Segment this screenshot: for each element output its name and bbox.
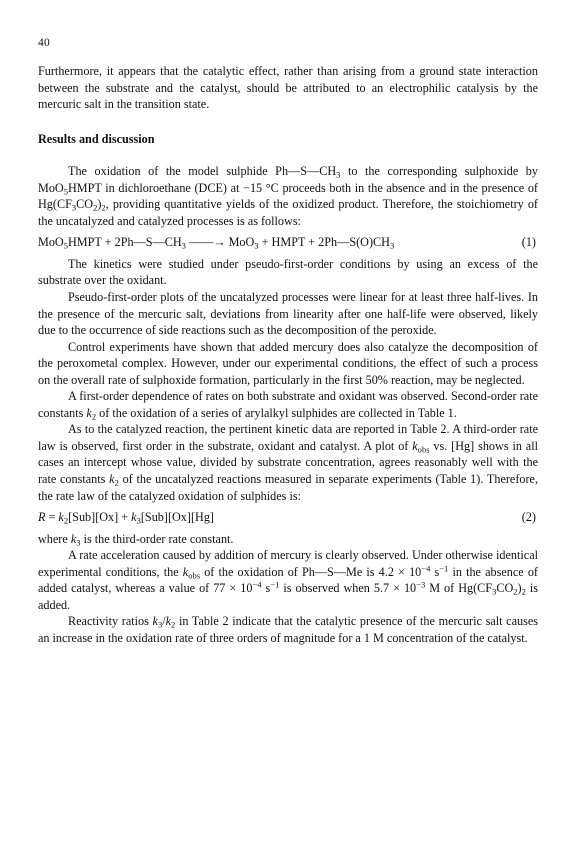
paragraph-rate-acceleration: A rate acceleration caused by addition of mercury is clearly observed. Under otherwise identical experimental conditions, the $k_{obs}$ of the oxidation of Ph—S—Me is $4.2 \times 10^{-4}$ $s^{-1}$ in the absence of added catalyst, whereas a value of $77 \times 10^{-4}$ $s^{-1}$ is observed when $5.7 \times 10^{-3}$ M of $Hg(CF_3CO_2)_2$ is added.	[38, 548, 538, 612]
page-number: 40	[38, 37, 50, 49]
paragraph-kinetics: The kinetics were studied under pseudo-first-order conditions by using an excess of the substrate over the oxidant.	[38, 256, 538, 288]
equation-1-number: (1)	[521, 235, 536, 250]
paragraph-pseudo-first-order: Pseudo-first-order plots of the uncatalyzed processes were linear for at least three half-lives. In the presence of the mercuric salt, deviations from linearity after one half-life were observed, likely due to the occurrence of side reactions such as the decomposition of the peroxide.	[38, 290, 538, 338]
equation-1-body: MoO$_5$HMPT + $2Ph—S—CH_3$ ——→ MoO$_3$ + HMPT + $2Ph—S(O)CH_3$	[38, 235, 395, 251]
equation-2-body: $R = k_2[Sub][Ox] + k_3[Sub][Ox][Hg]$	[38, 510, 214, 526]
paragraph-catalyzed-reaction: As to the catalyzed reaction, the pertinent kinetic data are reported in Table 2. A third-order rate law is observed, first order in the substrate, oxidant and catalyst. A plot of $k_{obs}$ vs. [Hg] shows in all cases an intercept whose value, divided by substrate concentration, agrees reasonably well with the rate constants $k_2$ of the uncatalyzed reactions measured in separate experiments (Table 1). Therefore, the rate law of the catalyzed oxidation of sulphides is:	[38, 422, 538, 503]
equation-2	[38, 509, 538, 526]
equation-2-number: (2)	[521, 510, 536, 525]
paragraph-where: where $k_3$ is the third-order rate constant.	[38, 531, 234, 548]
paragraph-reactivity-ratios: Reactivity ratios $k_3/k_2$ in Table 2 indicate that the catalytic presence of the mercuric salt causes an increase in the oxidation rate of three orders of magnitude for a 1 M concentration of the catalyst.	[38, 614, 538, 645]
section-heading: Results and discussion	[38, 131, 155, 146]
intro-paragraph: Furthermore, it appears that the catalytic effect, rather than arising from a ground state interaction between the substrate and the catalyst, should be attributed to an electrophilic catalysis by the mercuric salt in the transition state.	[38, 64, 538, 112]
paragraph-oxidation: The oxidation of the model sulphide $Ph—S—CH_3$ to the corresponding sulphoxide by MoO$_5$HMPT in dichloroethane (DCE) at −15 °C proceeds both in the absence and in the presence of $Hg(CF_3CO_2)_2$, providing quantitative yields of the oxidized product. Therefore, the stoichiometry of the uncatalyzed and catalyzed processes is as follows:	[38, 164, 538, 228]
page-content	[38, 63, 538, 647]
paragraph-first-order: A first-order dependence of rates on both substrate and oxidant was observed. Second-order rate constants $k_2$ of the oxidation of a series of arylalkyl sulphides are collected in Table 1.	[38, 389, 538, 422]
equation-1	[38, 234, 538, 251]
paragraph-control-experiments: Control experiments have shown that added mercury does also catalyze the decomposition of the peroxometal complex. However, under our experimental conditions, the effect of such a process on the overall rate of sulphoxide formation, particularly in the first 50% reaction, may be neglected.	[38, 339, 538, 387]
